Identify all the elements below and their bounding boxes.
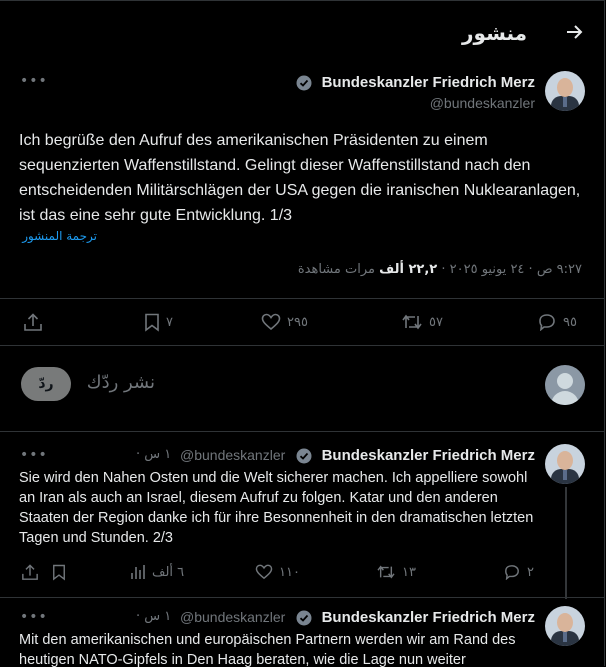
author-avatar[interactable] [545,606,585,646]
repost-count: ١٣ [402,564,416,580]
repost-icon [401,313,423,331]
repost-action[interactable] [401,313,443,331]
post-meta: ٩:٢٧ ص · ٢٤ يونيو ٢٠٢٥ · ٢٢,٢ ألف مرات مشاهدة [297,262,582,277]
like-action[interactable] [255,564,300,580]
author-name[interactable]: Bundeskanzler Friedrich Merz [321,609,535,626]
divider [0,298,605,299]
verified-badge-icon [296,448,312,464]
bookmark-action[interactable] [144,313,173,332]
verified-badge-icon [296,75,312,91]
heart-icon [261,313,281,331]
bookmark-action[interactable] [52,564,66,581]
post-text: Sie wird den Nahen Osten und die Welt sicherer machen. Ich appelliere sowohl an Iran als auch an Israel, diesem Aufruf zu folgen. Katar und den anderen Staaten der Region danke ich für ihre Besonnenheit in den dramatischen letzten Tagen und Stunden. 2/3 [19,470,534,546]
reply-input[interactable]: نشر ردّك [86,372,155,393]
reply-count: ٢ [527,564,534,580]
reply-count: ٩٥ [563,314,577,330]
reply-action[interactable] [503,564,534,580]
post-text: Ich begrüße den Aufruf des amerikanischen Präsidenten zu einem sequenzierten Waffenstillstand. Gelingt dieser Waffenstillstand nach den entscheidenden Militärschlägen der USA gegen die iranischen Nuklearanlagen, ist das eine sehr gute Entwicklung. 1/3 [19,132,581,224]
views-count: ٦ ألف [152,564,185,580]
bookmark-count: ٧ [166,315,173,330]
post-time: ٩:٢٧ ص [536,262,582,277]
author-name[interactable]: Bundeskanzler Friedrich Merz [321,74,535,91]
reply-button[interactable]: ردّ [21,367,71,401]
heart-icon [255,564,273,580]
verified-badge-icon [296,610,312,626]
share-icon [23,313,43,332]
user-avatar[interactable] [545,365,585,405]
post-text: Mit den amerikanischen und europäischen Partnern werden wir am Rand des heutigen NATO-Gipfels in Den Haag beraten, wie die Lage nun weiter [19,632,516,667]
share-action[interactable] [23,313,43,332]
author-name[interactable]: Bundeskanzler Friedrich Merz [321,447,535,464]
page-title: منشور [462,21,527,45]
share-icon [21,564,39,581]
more-options-icon[interactable]: ••• [20,609,48,625]
repost-action[interactable] [376,564,416,580]
repost-count: ٥٧ [429,314,443,330]
repost-icon [376,564,396,580]
bookmark-icon [52,564,66,581]
reply-action[interactable] [537,313,577,331]
divider [0,431,605,432]
like-action[interactable] [261,313,308,331]
share-action[interactable] [21,564,39,581]
divider [0,597,605,598]
author-handle[interactable]: @bundeskanzler [180,447,286,463]
reply-icon [503,564,521,580]
more-options-icon[interactable]: ••• [20,447,48,463]
author-handle[interactable]: @bundeskanzler [429,95,535,111]
author-handle[interactable]: @bundeskanzler [180,609,286,625]
translate-link[interactable]: ترجمة المنشور [22,229,97,243]
author-avatar[interactable] [545,444,585,484]
post-date: ٢٤ يونيو ٢٠٢٥ [449,262,525,277]
bookmark-icon [144,313,160,332]
views-count[interactable]: ٢٢,٢ ألف [379,262,438,277]
header [0,1,605,63]
thread-line [565,487,567,599]
views-label: مرات مشاهدة [297,262,375,277]
views-action[interactable] [130,564,184,580]
back-arrow-icon[interactable] [565,23,583,41]
post-time: ١ س · [136,447,172,462]
more-options-icon[interactable]: ••• [20,73,48,89]
analytics-icon [130,564,146,580]
like-count: ٢٩٥ [287,314,308,330]
author-avatar[interactable] [545,71,585,111]
divider [0,345,605,346]
post-time: ١ س · [136,609,172,624]
like-count: ١١٠ [279,564,300,580]
reply-icon [537,313,557,331]
